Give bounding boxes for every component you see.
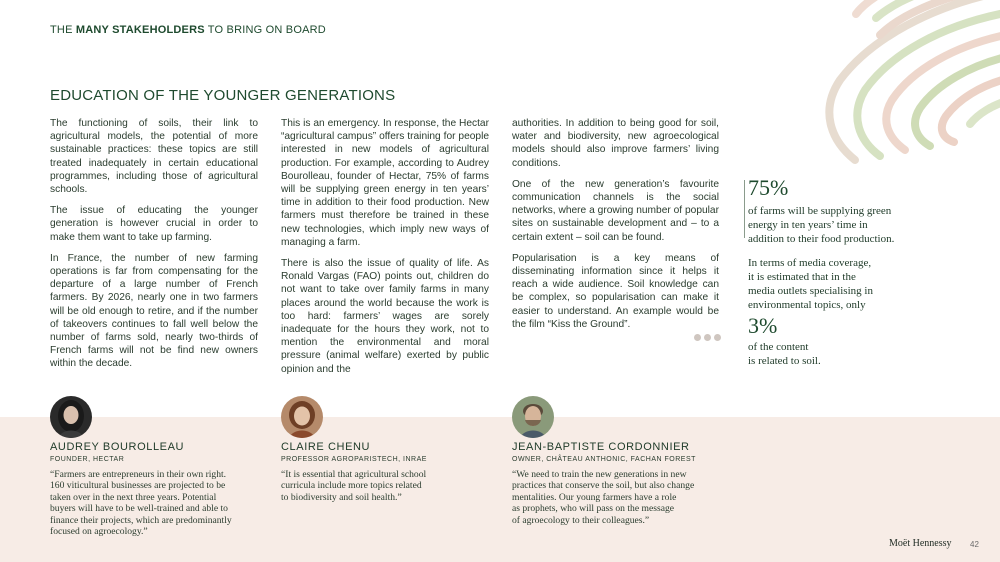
stat-3-line: of the content <box>748 341 809 353</box>
stat-accent-bar <box>744 180 745 238</box>
quote-line: to biodiversity and soil health.” <box>281 491 402 503</box>
quote-line: taken over in the next three years. Potential <box>50 491 217 503</box>
stat-intro-line: environmental topics, only <box>748 299 866 311</box>
portrait-icon <box>512 396 554 438</box>
paragraph: This is an emergency. In response, the Hectar “agricultural campus” offers training for people interested in new models of agricultural production. For example, according to Audrey Bourolleau, founder of Hectar, 75% of farms will be supplying green energy in ten years’ time in addition to their food production. New farmers must therefore be trained in these new technologies, which imply new ways of managing a farm. <box>281 118 489 248</box>
person-quote <box>50 469 232 537</box>
quote-line: 160 viticultural businesses are projected to be <box>50 480 226 492</box>
person-quote <box>512 469 694 526</box>
dot <box>694 334 701 341</box>
stat-75-line: energy in ten years’ time in <box>748 219 868 231</box>
stat-75-line: addition to their food production. <box>748 233 895 245</box>
section-title: EDUCATION OF THE YOUNGER GENERATIONS <box>50 87 396 104</box>
avatar-jean-baptiste-cordonnier <box>512 396 554 438</box>
stat-intro-line: In terms of media coverage, <box>748 257 872 269</box>
fingerprint-swirl-decoration <box>680 0 1000 180</box>
stat-3-line: is related to soil. <box>748 355 821 367</box>
quote-line: curricula include more topics related <box>281 480 422 492</box>
dot <box>704 334 711 341</box>
person-name: CLAIRE CHENU <box>281 441 371 453</box>
paragraph: The issue of educating the younger generation is however crucial in order to make them want to take up farming. <box>50 205 258 243</box>
paragraph: The functioning of soils, their link to agricultural models, the potential of more sustainable practices: these topics are still treated inadequately in certain educational programmes, including those of agricultural schools. <box>50 118 258 196</box>
person-role: PROFESSOR AGROPARISTECH, INRAE <box>281 456 427 463</box>
quote-line: “Farmers are entrepreneurs in their own right. <box>50 469 227 480</box>
person-role: FOUNDER, HECTAR <box>50 456 125 463</box>
quote-line: of agroecology to their colleagues.” <box>512 514 650 526</box>
header-prefix: THE <box>50 24 76 36</box>
person-quote <box>281 469 426 503</box>
quote-line: “We need to train the new generations in new <box>512 469 687 480</box>
paragraph: One of the new generation’s favourite communication channels is the social networks, where a growing number of popular sites on sustainable development and – to a certain extent – soil can be found. <box>512 178 719 243</box>
header-bold: MANY STAKEHOLDERS <box>75 24 205 36</box>
text-column-1 <box>50 117 258 379</box>
paragraph: There is also the issue of quality of life. As Ronald Vargas (FAO) points out, children do not want to take over family farms in many places around the world because the work is too hard: farmers’ wages are sorely inadequate for the hours they work, not to mention the environmental and moral pressure (animal welfare) exerted by public opinion and the <box>281 258 489 375</box>
avatar-claire-chenu <box>281 396 323 438</box>
stat-3-value: 3% <box>748 313 778 338</box>
header-suffix: TO BRING ON BOARD <box>204 24 326 36</box>
paragraph: In France, the number of new farming operations is far from compensating for the departure of a large number of French farmers. By 2026, nearly one in two farmers will be old enough to retire, and if the number of takeovers continues to fall well below the number of farms sold, nearly two-thirds of French farms will not be find new owners within the decade. <box>50 252 258 370</box>
portrait-icon <box>281 396 323 438</box>
person-role: OWNER, CHÂTEAU ANTHONIC, FACHAN FOREST <box>512 456 696 463</box>
quote-line: finance their projects, which are predominantly <box>50 514 232 526</box>
page-header <box>50 24 326 36</box>
pagination-dots <box>694 334 721 341</box>
stat-75-line: of farms will be supplying green <box>748 205 892 217</box>
text-column-2 <box>281 117 489 384</box>
quote-line: buyers will have to be well-trained and able to <box>50 503 228 515</box>
text-column-3 <box>512 117 719 339</box>
page-number: 42 <box>970 540 979 549</box>
quote-line: “It is essential that agricultural school <box>281 469 427 480</box>
quote-line: mentalities. Our young farmers have a role <box>512 491 677 503</box>
paragraph: authorities. In addition to being good for soil, water and biodiversity, new agroecological models should also improve farmers’ living conditions. <box>512 118 719 169</box>
avatar-audrey-bourolleau <box>50 396 92 438</box>
dot <box>714 334 721 341</box>
quote-line: focused on agroecology.” <box>50 526 148 538</box>
paragraph: Popularisation is a key means of disseminating information since it helps it reach a wide audience. Soil knowledge can be complex, so popularisation can make it easier to understand. An example would be the film “Kiss the Ground”. <box>512 252 719 330</box>
quote-line: practices that conserve the soil, but also change <box>512 480 695 492</box>
stat-intro-line: it is estimated that in the <box>748 271 856 283</box>
quote-line: as prophets, who will pass on the message <box>512 503 675 515</box>
portrait-icon <box>50 396 92 438</box>
stat-intro-line: media outlets specialising in <box>748 285 873 297</box>
stat-75-value: 75% <box>748 175 789 200</box>
person-name: JEAN-BAPTISTE CORDONNIER <box>512 441 690 453</box>
person-name: AUDREY BOUROLLEAU <box>50 441 185 453</box>
brand-logo: Moët Hennessy <box>889 538 952 549</box>
